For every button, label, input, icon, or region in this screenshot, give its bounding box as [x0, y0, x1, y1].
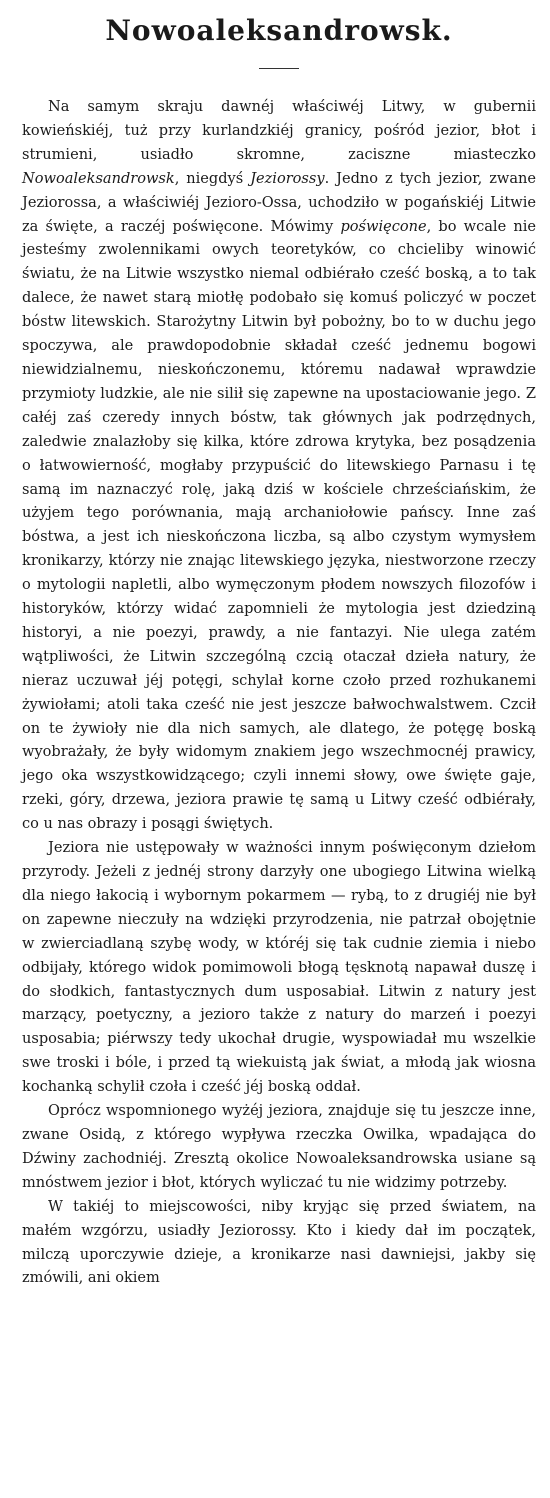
italic-text: Jeziorossy: [250, 169, 325, 187]
paragraph-text: Oprócz wspomnionego wyżéj jeziora, znajduje się tu jeszcze inne, zwane Osidą, z którego wypływa rzeczka Owilka, wpadająca do Dźwiny zachodniéj. Zresztą okolice Nowoaleksandrowska usiane są mnóstwem jezior i błot, których wyliczać tu nie widzimy potrzeby.: [22, 1102, 536, 1191]
paragraph-text: , bo wcale nie jesteśmy zwolennikami owych teoretyków, co chcieliby winowić światu, że na Litwie wszystko niemal odbiérało cześć boską, a to tak dalece, że nawet starą miotłę podobało się komuś policzyć w poczet bóstw litewskich. Starożytny Litwin był pobożny, bo to w duchu jego spoczywa, ale prawdopodobnie składał cześć jednemu bogowi niewidzialnemu, nieskończonemu, któremu nadawał wprawdzie przymioty ludzkie, ale nie silił się zapewne na upostaciowanie jego. Z całéj zaś czeredy innych bóstw, tak głównych jak podrzędnych, zaledwie znalazłoby się kilka, które zdrowa krytyka, bez posądzenia o łatwowierność, mogłaby przypuścić do litewskiego Parnasu i tę samą im naznaczyć rolę, jaką dziś w kościele chrześciańskim, że użyjem tego porównania, mają archaniołowie pańscy. Inne zaś bóstwa, a jest ich nieskończona liczba, są albo czystym wymysłem kronikarzy, którzy nie znając litewskiego języka, niestworzone rzeczy o mytologii napletli, albo wymęczonym płodem nowszych filozofów i historyków, którzy widać zapomnieli że mytologia jest dziedziną historyi, a nie poezyi, prawdy, a nie fantazyi. Nie ulega zatém wątpliwości, że Litwin szczególną czcią otaczał dzieła natury, że nieraz uczuwał jéj potęgi, schylał korne czoło przed rozhukanemi żywiołami; atoli taka cześć nie jest jeszcze bałwochwalstwem. Czcił on te żywioły nie dla nich samych, ale dlatego, że potęgę boską wyobrażały, że były widomym znakiem jego wszechmocnéj prawicy, jego oka wszystkowidzącego; czyli innemi słowy, owe święte gaje, rzeki, góry, drzewa, jeziora prawie tę samą u Litwy cześć odbiérały, co u nas obrazy i posągi świętych.: [22, 217, 536, 833]
paragraph: [22, 836, 536, 1099]
paragraph: [22, 1195, 536, 1291]
paragraph: [22, 95, 536, 836]
article-title: Nowoaleksandrowsk.: [105, 14, 453, 47]
paragraph: [22, 1099, 536, 1195]
paragraph-text: , niegdyś: [174, 169, 251, 187]
paragraph-text: Jeziora nie ustępowały w ważności innym poświęconym dziełom przyrody. Jeżeli z jednéj strony darzyły one ubogiego Litwina wielką dla niego łakocią i wybornym pokarmem — rybą, to z drugiéj nie był on zapewne nieczuły na wdzięki przyrodzenia, nie patrzał obojętnie w zwierciadlaną szybę wody, w któréj się tak cudnie ziemia i niebo odbijały, którego widok pomimowoli błogą tęsknotą napawał duszę i do słodkich, fantastycznych dum usposabiał. Litwin z natury jest marzący, poetyczny, a jezioro także z natury do marzeń i poezyi usposabia; piérwszy tedy ukochał drugie, wyspowiadał mu wszelkie swe troski i bóle, i przed tą wiekuistą jak świat, a młodą jak wiosna kochanką schylił czoła i cześć jéj boską oddał.: [22, 839, 536, 1096]
paragraph-text: W takiéj to miejscowości, niby kryjąc się przed światem, na małém wzgórzu, usiadły Jeziorossy. Kto i kiedy dał im początek, milczą uporczywie dzieje, a kronikarze nasi dawniejsi, jakby się zmówili, ani okiem: [22, 1197, 536, 1287]
paragraph-text: Na samym skraju dawnéj właściwéj Litwy, w gubernii kowieńskiéj, tuż przy kurlandzkiéj granicy, pośród jezior, błot i strumieni, usiadło skromne, zaciszne miasteczko: [22, 98, 536, 163]
italic-text: poświęcone: [340, 217, 427, 235]
paragraph-text: . Jedno z tych jezior, zwane Jeziorossa, a właściwiéj Jezioro-Ossa, uchodziło w pogańskiéj Litwie za święte, a raczéj poświęcone. Mówimy: [22, 169, 537, 235]
article-body: [22, 95, 536, 1290]
title-divider: [259, 68, 299, 69]
italic-text: Nowoaleksandrowsk: [22, 169, 175, 187]
